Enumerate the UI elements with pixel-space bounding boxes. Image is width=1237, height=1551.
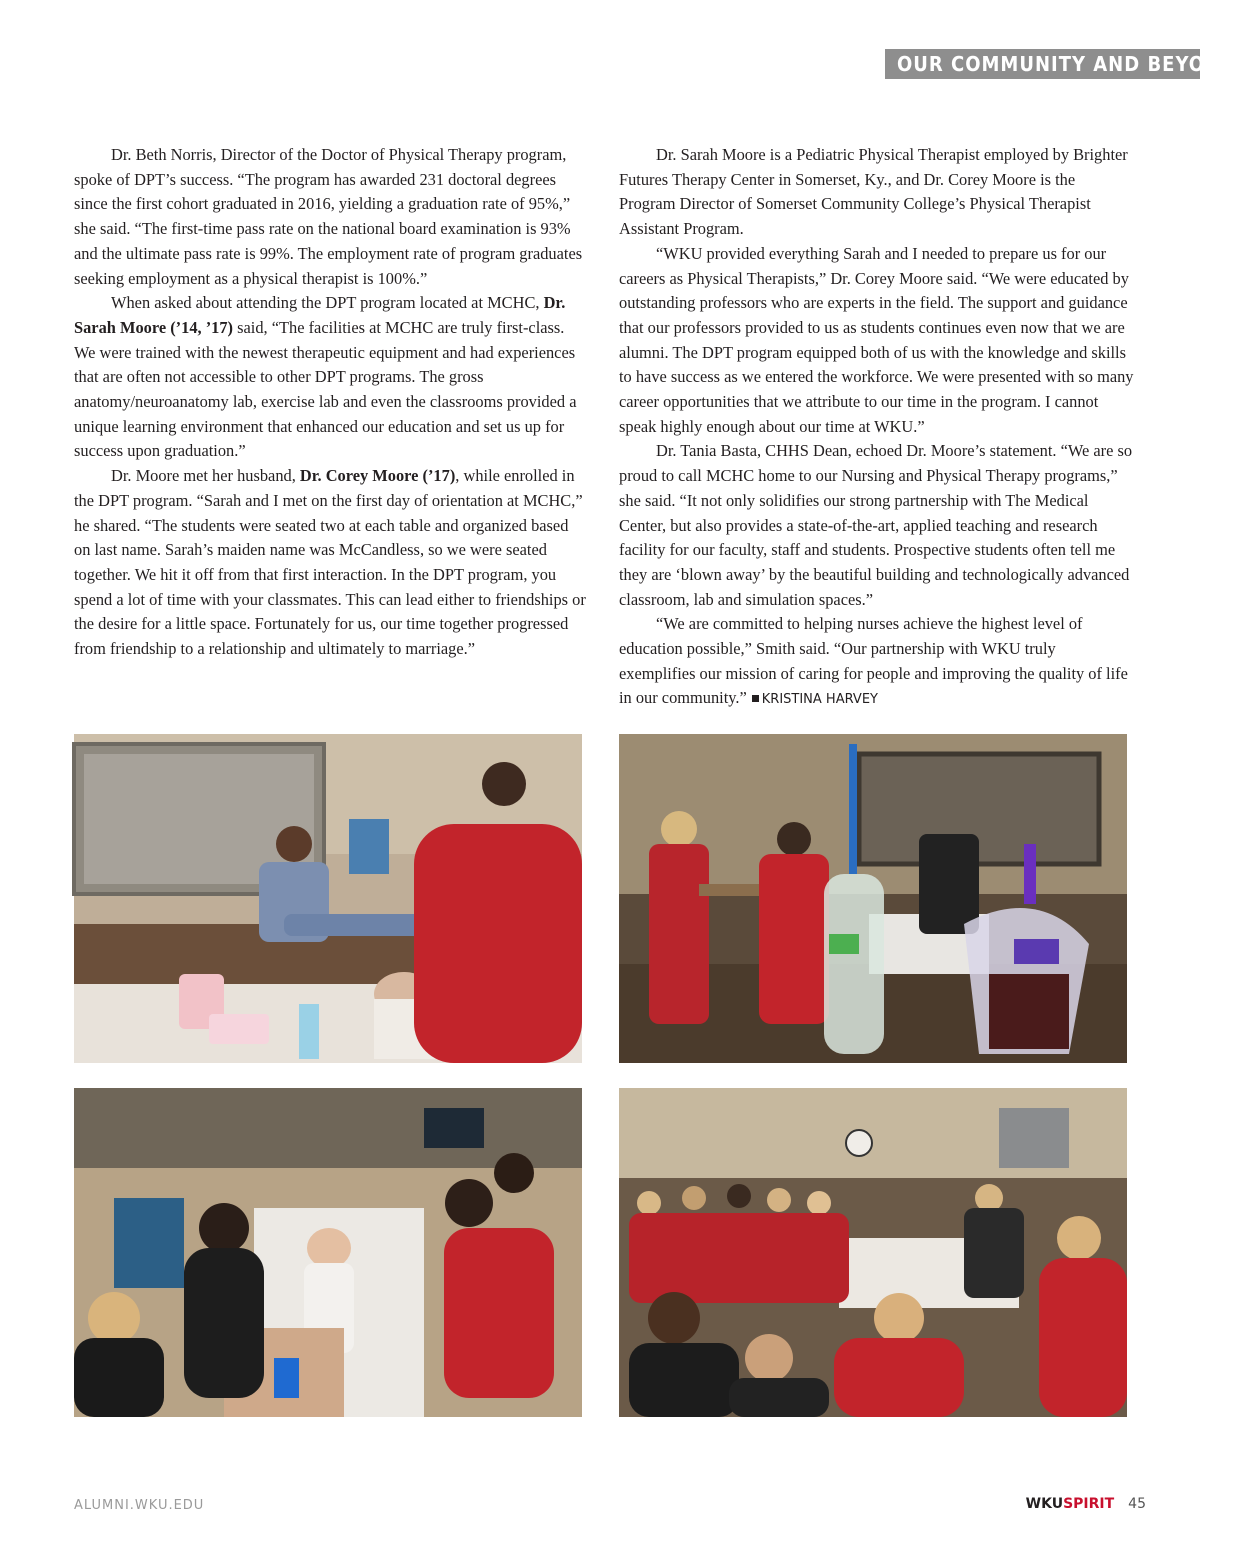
article-column-right <box>619 143 1134 713</box>
footer-branding <box>1026 1496 1146 1512</box>
paragraph: Dr. Tania Basta, CHHS Dean, echoed Dr. Moore’s statement. “We are so proud to call MCHC home to our Nursing and Physical Therapy programs,” she said. “It not only solidifies our strong partnership with The Medical Center, but also provides a state-of-the-art, applied teaching and research facility for our faculty, staff and students. Prospective students often tell me they are ‘blown away’ by the beautiful building and technologically advanced classroom, lab and simulation spaces.” <box>619 441 1133 609</box>
alumni-name: Dr. Corey Moore (’17) <box>299 466 456 486</box>
brand-spirit: SPIRIT <box>1063 1496 1115 1512</box>
end-mark <box>752 695 759 702</box>
photo-group-simulation <box>619 1088 1127 1417</box>
section-tag: OUR COMMUNITY AND BEYOND <box>885 49 1200 79</box>
paragraph: Dr. Sarah Moore is a Pediatric Physical Therapist employed by Brighter Futures Therapy Center in Somerset, Ky., and Dr. Corey Moore is the Program Director of Somerset Community College’s Physical Therapist Assistant Program. <box>619 145 1128 239</box>
brand-wku: WKU <box>1025 1496 1064 1512</box>
article-column-left <box>74 143 586 662</box>
paragraph: “We are committed to helping nurses achieve the highest level of education possible,” Smith said. “Our partnership with WKU truly exemplifies our mission of caring for people and improving the quality of life in our community.” KRISTINA HARVEY <box>619 614 1128 708</box>
photo-students-around-patient-bed <box>74 1088 582 1417</box>
paragraph: Dr. Beth Norris, Director of the Doctor of Physical Therapy program, spoke of DPT’s success. “The program has awarded 231 doctoral degrees since the first cohort graduated in 2016, yielding a graduation rate of 95%,” she said. “The first-time pass rate on the national board examination is 93% and the ultimate pass rate is 99%. The employment rate of program graduates seeking employment as a physical therapist is 100%.” <box>74 145 583 288</box>
footer-url: ALUMNI.WKU.EDU <box>74 1498 205 1513</box>
paragraph: “WKU provided everything Sarah and I needed to prepare us for our careers as Physical Therapists,” Dr. Corey Moore said. “We were educated by outstanding professors who are experts in the field. The support and guidance that our professors provided to us as students continues even now that we are alumni. The DPT program equipped both of us with the knowledge and skills to have success as we entered the workforce. We were presented with so many career opportunities that we attribute to our time in the program. I cannot speak highly enough about our time at WKU.” <box>619 243 1134 436</box>
photo-instructor-with-mannequin <box>74 734 582 1063</box>
paragraph: When asked about attending the DPT program located at MCHC, Dr. Sarah Moore (’14, ’17) said, “The facilities at MCHC are truly first-class. We were trained with the newest therapeutic equipment and had experiences that are often not accessible to other DPT programs. The gross anatomy/neuroanatomy lab, exercise lab and even the classrooms provided a unique learning environment that enhanced our education and set us up for success upon graduation.” <box>74 293 577 461</box>
page-number: 45 <box>1128 1496 1146 1512</box>
alumni-name: Dr. Sarah Moore (’14, ’17) <box>74 293 566 337</box>
photo-nursing-students-iv-bags <box>619 734 1127 1063</box>
byline: KRISTINA HARVEY <box>761 692 878 708</box>
paragraph: Dr. Moore met her husband, Dr. Corey Moore (’17), while enrolled in the DPT program. “Sarah and I met on the first day of orientation at MCHC,” he shared. “The students were seated two at each table and organized based on last name. Sarah’s maiden name was McCandless, so we were seated together. We hit it off from that first interaction. In the DPT program, you spend a lot of time with your classmates. This can lead either to friendships or the desire for a little space. Fortunately for us, our time together progressed from friendship to a relationship and ultimately to marriage.” <box>74 466 586 659</box>
